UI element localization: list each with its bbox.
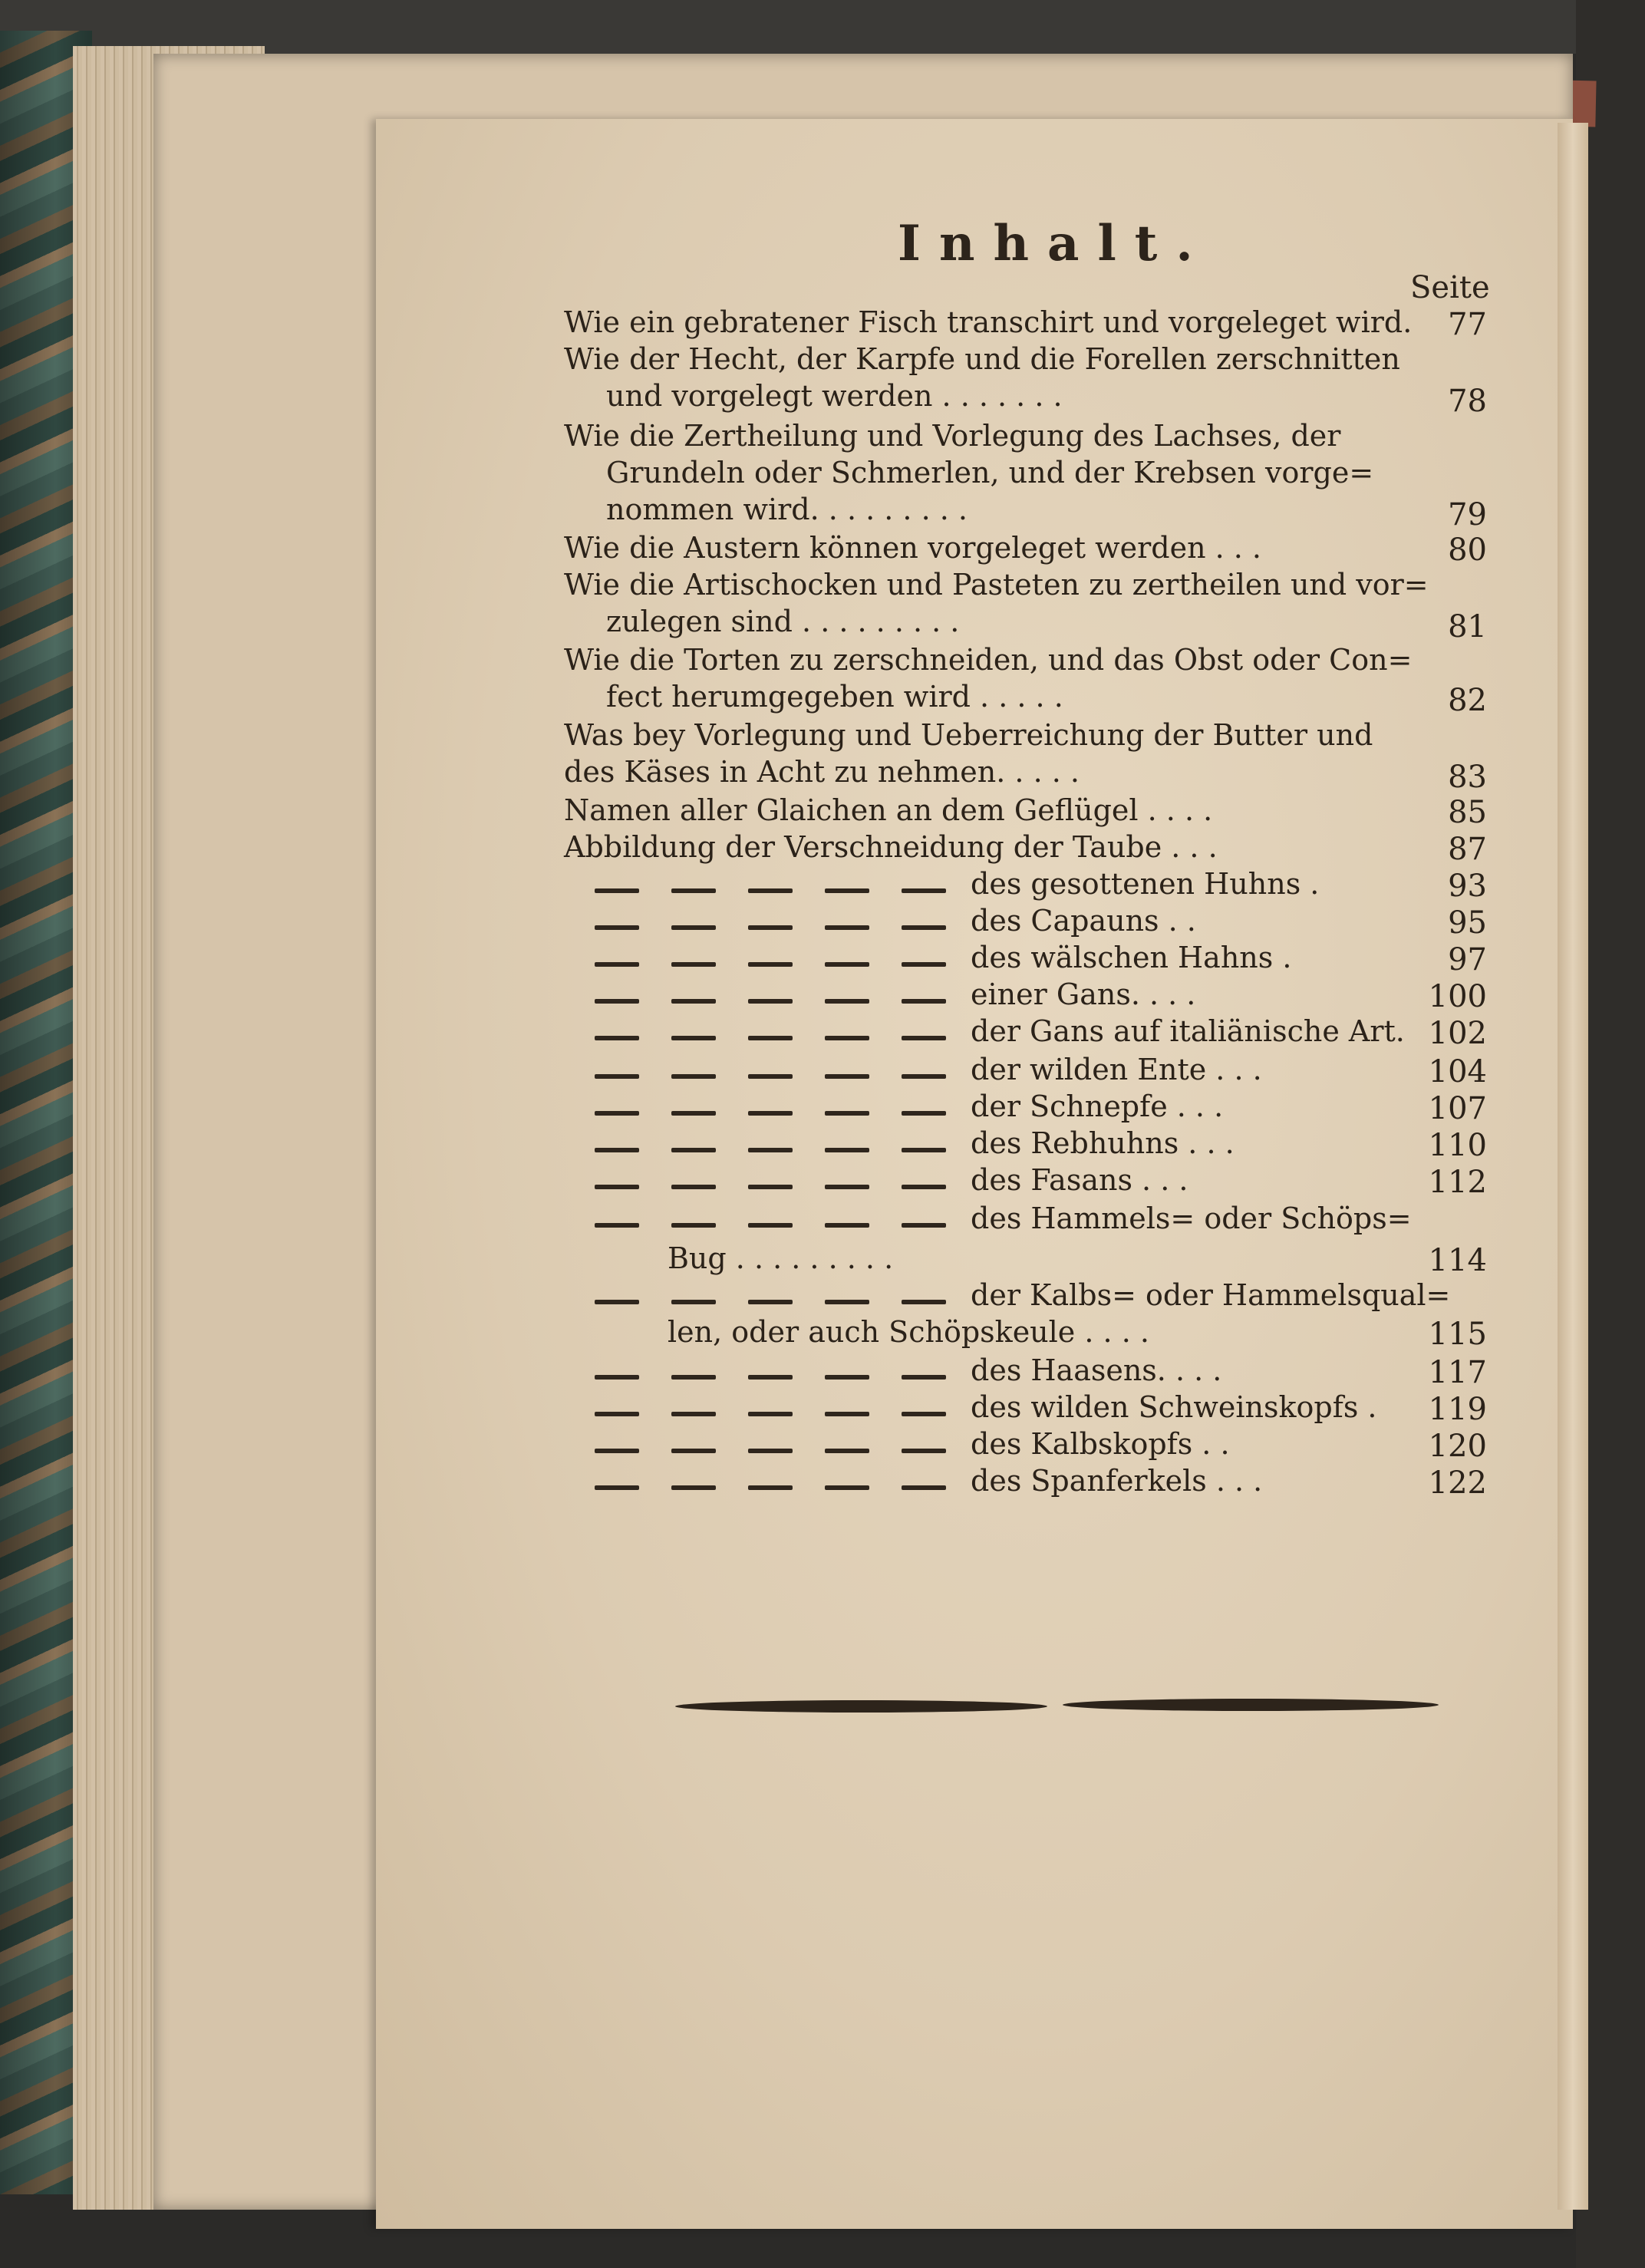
gutter	[1558, 123, 1588, 2210]
toc-sub-entry: der Schnepfe . . .	[971, 1089, 1224, 1123]
toc-entry-line: Namen aller Glaichen an dem Geflügel . . . .	[564, 793, 1213, 827]
toc-entry-line: des Käses in Acht zu nehmen. . . . .	[564, 755, 1080, 789]
toc-sub-entry: des Hammels= oder Schöps=	[971, 1202, 1412, 1235]
toc-sub-entry: des Rebhuhns . . .	[971, 1126, 1235, 1160]
toc-page-number: 104	[1428, 1054, 1487, 1089]
toc-page-number: 95	[1448, 905, 1487, 941]
toc-entry-line: Wie die Artischocken und Pasteten zu zertheilen und vor=	[564, 568, 1429, 602]
ornamental-rule-right	[1063, 1699, 1439, 1711]
toc-entry-line: Wie die Austern können vorgeleget werden . . .	[564, 531, 1262, 565]
toc-page-number: 122	[1428, 1465, 1487, 1501]
toc-entry-line: Wie die Torten zu zerschneiden, und das Obst oder Con=	[564, 643, 1413, 677]
toc-page-number: 81	[1448, 609, 1487, 644]
ornamental-rule-left	[675, 1700, 1047, 1713]
toc-entry-line: nommen wird. . . . . . . . .	[606, 493, 968, 526]
ditto-dashes	[595, 1217, 978, 1231]
toc-entry-line: Grundeln oder Schmerlen, und der Krebsen vorge=	[606, 456, 1374, 490]
toc-sub-entry: des Spanferkels . . .	[971, 1464, 1263, 1498]
toc-page-number: 78	[1448, 384, 1487, 419]
toc-page-number: 80	[1448, 532, 1487, 568]
toc-sub-entry: der Kalbs= oder Hammelsqual=	[971, 1278, 1451, 1312]
toc-entry-line: fect herumgegeben wird . . . . .	[606, 680, 1063, 714]
page-column-label: Seite	[1410, 270, 1490, 305]
toc-page-number: 93	[1448, 869, 1487, 904]
toc-sub-entry: der Gans auf italiänische Art.	[971, 1014, 1405, 1048]
toc-sub-entry-continuation: Bug . . . . . . . . .	[668, 1241, 894, 1275]
toc-sub-entry-continuation: len, oder auch Schöpskeule . . . .	[668, 1315, 1149, 1349]
toc-entry-line: und vorgelegt werden . . . . . . .	[606, 379, 1063, 413]
toc-sub-entry: des Haasens. . . .	[971, 1353, 1222, 1387]
toc-page-number: 87	[1448, 832, 1487, 867]
ditto-dashes	[595, 1406, 978, 1420]
ditto-dashes	[595, 956, 978, 971]
toc-page-number: 79	[1448, 497, 1487, 532]
ditto-dashes	[595, 882, 978, 897]
ditto-dashes	[595, 1369, 978, 1383]
ditto-dashes	[595, 1030, 978, 1044]
ditto-dashes	[595, 1068, 978, 1083]
ditto-dashes	[595, 1142, 978, 1156]
toc-sub-entry: des Capauns . .	[971, 904, 1196, 938]
toc-page-number: 83	[1448, 760, 1487, 795]
ditto-dashes	[595, 1479, 978, 1494]
toc-page-number: 112	[1428, 1165, 1487, 1200]
toc-sub-entry: des Kalbskopfs . .	[971, 1427, 1230, 1461]
toc-sub-entry: der wilden Ente . . .	[971, 1053, 1262, 1086]
toc-page-number: 120	[1428, 1429, 1487, 1464]
toc-entry-line: Abbildung der Verschneidung der Taube . . .	[564, 830, 1218, 864]
toc-entry-line: Wie die Zertheilung und Vorlegung des Lachses, der	[564, 419, 1341, 453]
toc-page-number: 117	[1428, 1355, 1487, 1390]
toc-page-number: 115	[1428, 1317, 1487, 1352]
toc-page-number: 82	[1448, 683, 1487, 718]
ditto-dashes	[595, 1179, 978, 1193]
toc-page-number: 77	[1448, 307, 1487, 342]
toc-entry-line: Wie ein gebratener Fisch transchirt und vorgeleget wird.	[564, 305, 1413, 339]
toc-page-number: 97	[1448, 942, 1487, 977]
toc-page-number: 110	[1428, 1128, 1487, 1163]
toc-sub-entry: einer Gans. . . .	[971, 977, 1196, 1011]
ditto-dashes	[595, 1442, 978, 1457]
toc-sub-entry: des gesottenen Huhns .	[971, 867, 1320, 901]
toc-entry-line: zulegen sind . . . . . . . . .	[606, 605, 960, 638]
toc-page-number: 102	[1428, 1016, 1487, 1051]
toc-sub-entry: des Fasans . . .	[971, 1163, 1188, 1197]
toc-entry-line: Was bey Vorlegung und Ueberreichung der Butter und	[564, 718, 1373, 752]
ditto-dashes	[595, 919, 978, 934]
ditto-dashes	[595, 1105, 978, 1119]
toc-sub-entry: des wilden Schweinskopfs .	[971, 1390, 1377, 1424]
toc-entry-line: Wie der Hecht, der Karpfe und die Forellen zerschnitten	[564, 342, 1400, 376]
toc-page-number: 119	[1428, 1392, 1487, 1427]
toc-sub-entry: des wälschen Hahns .	[971, 941, 1292, 974]
page-title: Inhalt.	[898, 215, 1211, 272]
ditto-dashes	[595, 1294, 978, 1308]
toc-page-number: 114	[1428, 1243, 1487, 1278]
ditto-dashes	[595, 993, 978, 1007]
toc-page-number: 100	[1428, 979, 1487, 1014]
toc-page-number: 107	[1428, 1091, 1487, 1126]
toc-page-number: 85	[1448, 795, 1487, 830]
